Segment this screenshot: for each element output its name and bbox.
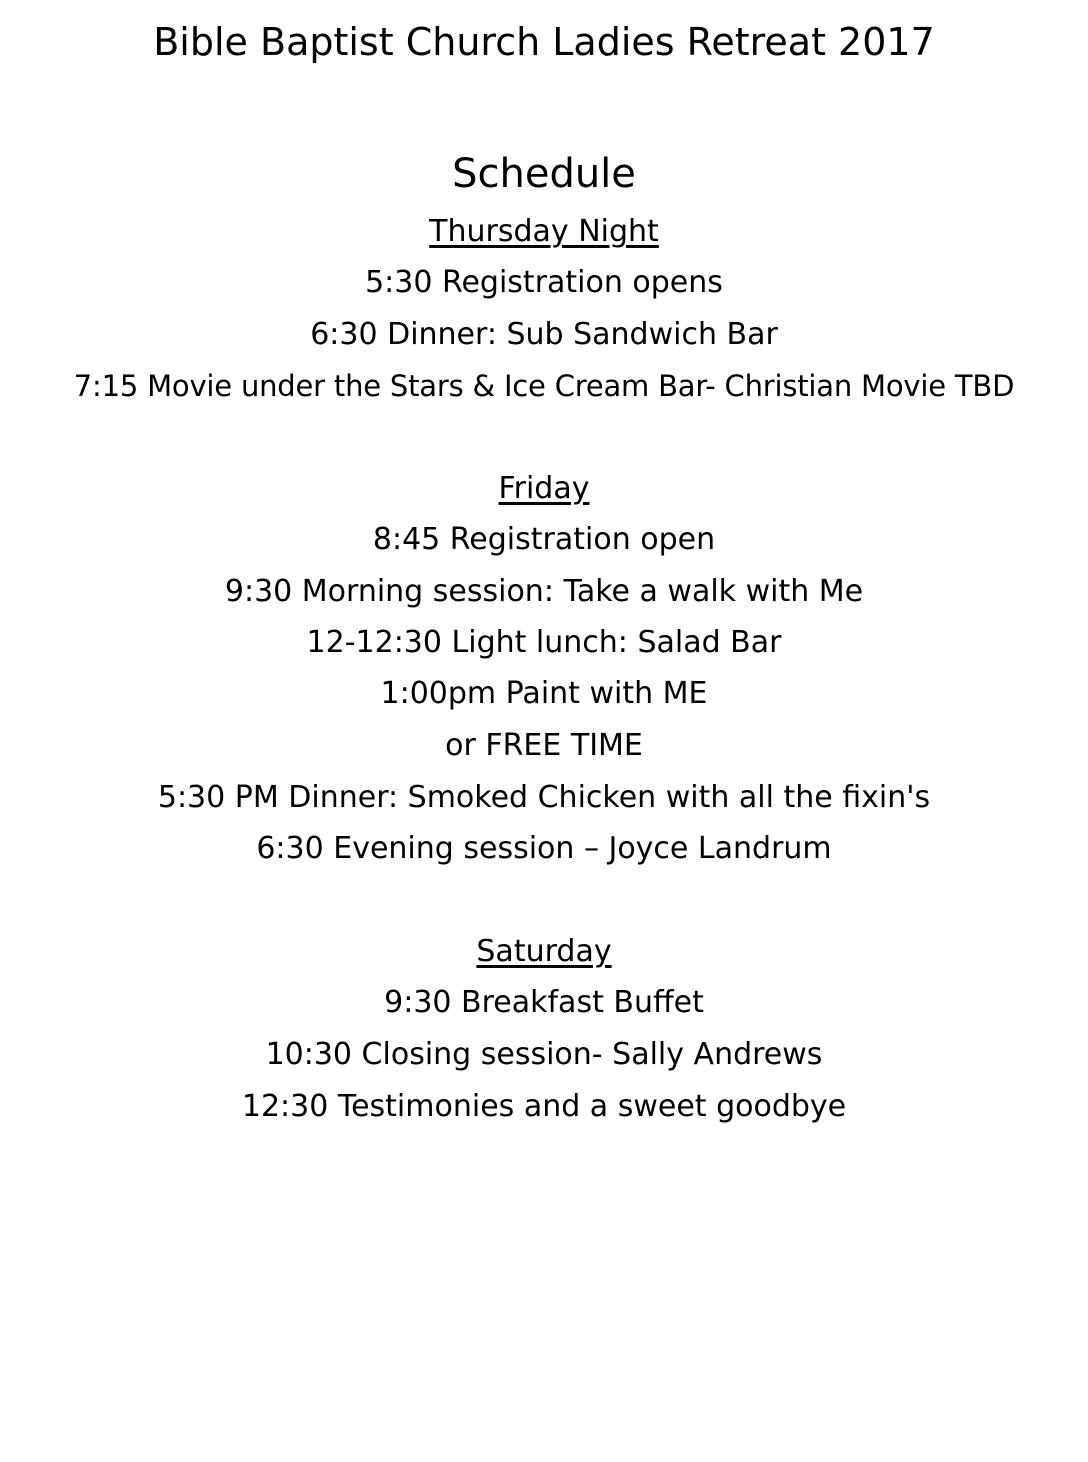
friday-item: 1:00pm Paint with ME [380, 676, 708, 711]
schedule-heading: Schedule [452, 151, 636, 197]
friday-heading: Friday [498, 471, 590, 506]
thursday-item: 7:15 Movie under the Stars & Ice Cream Bar- Christian Movie TBD [73, 369, 1015, 403]
saturday-item: 12:30 Testimonies and a sweet goodbye [241, 1089, 847, 1124]
document-title: Bible Baptist Church Ladies Retreat 2017 [153, 20, 935, 64]
thursday-section [0, 212, 1088, 252]
thursday-item: 5:30 Registration opens [365, 265, 723, 300]
thursday-item: 6:30 Dinner: Sub Sandwich Bar [310, 317, 778, 352]
friday-item: 6:30 Evening session – Joyce Landrum [256, 831, 832, 866]
friday-item: 9:30 Morning session: Take a walk with Me [224, 574, 864, 609]
saturday-section [0, 932, 1088, 972]
saturday-heading: Saturday [476, 934, 612, 969]
saturday-item: 10:30 Closing session- Sally Andrews [265, 1037, 823, 1072]
friday-item: or FREE TIME [445, 728, 643, 763]
friday-section [0, 469, 1088, 509]
friday-item: 12-12:30 Light lunch: Salad Bar [306, 625, 782, 660]
friday-item: 8:45 Registration open [372, 522, 716, 557]
saturday-item: 9:30 Breakfast Buffet [384, 985, 704, 1020]
thursday-heading: Thursday Night [429, 214, 659, 249]
friday-item: 5:30 PM Dinner: Smoked Chicken with all the fixin's [157, 780, 931, 815]
